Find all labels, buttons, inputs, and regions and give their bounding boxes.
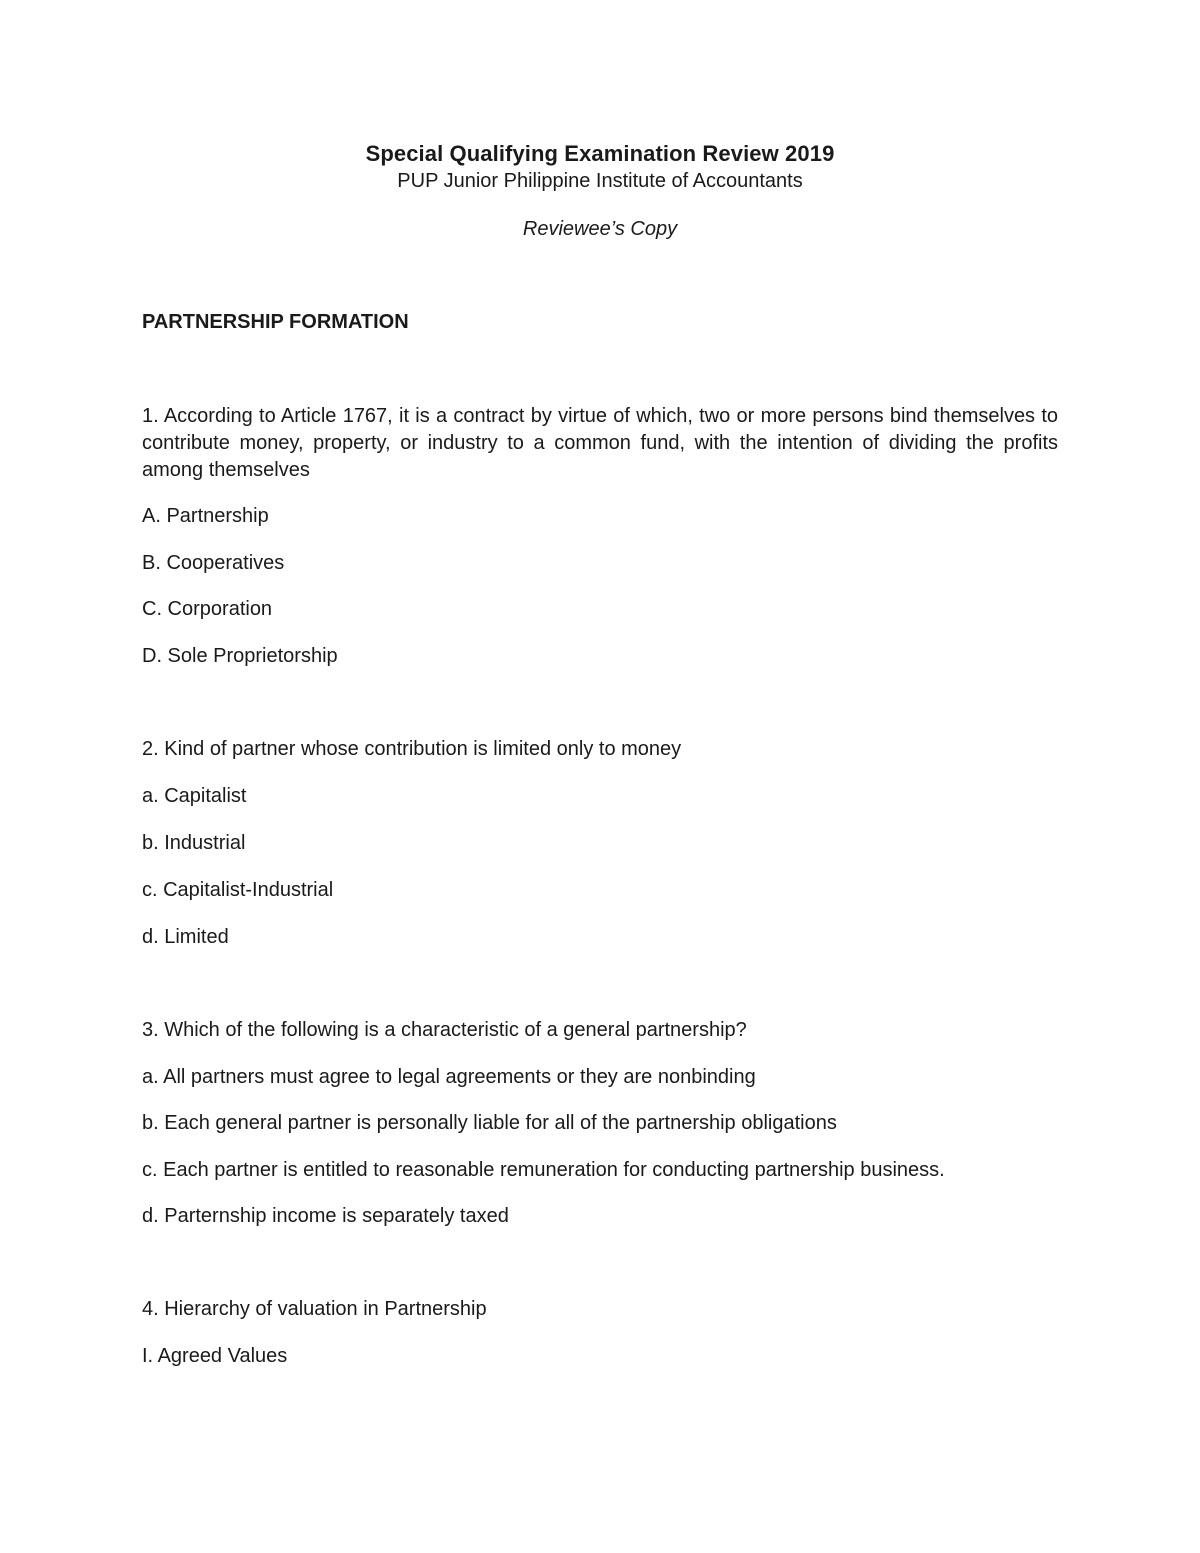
question-2-option-b: b. Industrial <box>142 832 246 854</box>
question-1-text: 1. According to Article 1767, it is a contract by virtue of which, two or more persons bind themselves to contribute money, property, or industry to a common fund, with the intention of dividing the profits among themselves <box>142 405 1058 481</box>
document-title: Special Qualifying Examination Review 2019 <box>365 141 835 166</box>
question-2-option-d: d. Limited <box>142 926 229 948</box>
question-3-text: 3. Which of the following is a characteristic of a general partnership? <box>142 1019 747 1041</box>
question-1-option-c: C. Corporation <box>142 598 273 620</box>
question-2-text: 2. Kind of partner whose contribution is limited only to money <box>142 738 682 760</box>
question-1-option-d: D. Sole Proprietorship <box>142 645 338 667</box>
section-heading: PARTNERSHIP FORMATION <box>142 311 409 333</box>
question-1-option-b: B. Cooperatives <box>142 552 285 574</box>
question-3-option-c: c. Each partner is entitled to reasonable remuneration for conducting partnership business. <box>142 1159 945 1181</box>
question-4-text: 4. Hierarchy of valuation in Partnership <box>142 1298 487 1320</box>
question-2-option-a: a. Capitalist <box>142 785 247 807</box>
copy-label: Reviewee’s Copy <box>522 218 678 240</box>
question-3-option-a: a. All partners must agree to legal agreements or they are nonbinding <box>142 1066 756 1088</box>
question-3-option-d: d. Parternship income is separately taxed <box>142 1205 509 1227</box>
organization-name: PUP Junior Philippine Institute of Accountants <box>397 170 803 192</box>
question-1-option-a: A. Partnership <box>142 505 269 527</box>
question-2-option-c: c. Capitalist-Industrial <box>142 879 334 901</box>
question-4-option-i: I. Agreed Values <box>142 1345 288 1367</box>
question-3-option-b: b. Each general partner is personally liable for all of the partnership obligations <box>142 1112 837 1134</box>
